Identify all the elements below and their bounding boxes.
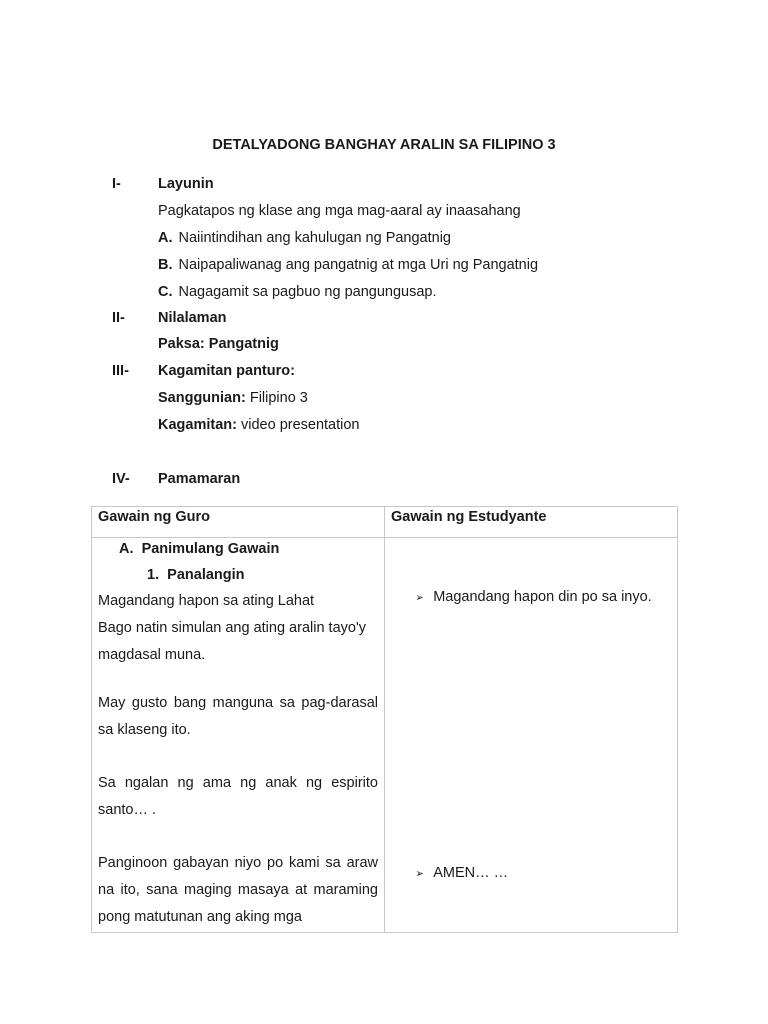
response-2-text: AMEN… … [433, 865, 509, 881]
kagamitan-value: video presentation [236, 417, 360, 433]
guro-paragraph-3: Sa ngalan ng ama ng anak ng espirito santo… . [98, 775, 378, 818]
section-3-heading: Kagamitan panturo: [158, 363, 295, 379]
guro-paragraph-4: Panginoon gabayan niyo po kami sa araw na ito, sana maging masaya at maraming pong matutunan ang aking mga [98, 855, 378, 925]
part-a-heading [119, 540, 279, 558]
response-1 [415, 588, 652, 607]
guro-line-2: Bago natin simulan ang ating aralin tayo'y [98, 620, 366, 636]
part-a-letter: A. [119, 541, 134, 557]
objective-b-text: Naipapaliwanag ang pangatnig at mga Uri ng Pangatnig [178, 257, 539, 273]
section-4-heading: Pamamaran [158, 471, 241, 487]
objective-c [158, 283, 436, 301]
sanggunian-value: Filipino 3 [245, 390, 308, 406]
section-2-number: II- [112, 310, 125, 326]
section-2-heading: Nilalaman [158, 310, 227, 326]
section-4-number: IV- [112, 471, 130, 487]
arrow-bullet-icon: ➢ [415, 592, 424, 604]
objective-a [158, 229, 451, 247]
estudyante-cell [385, 538, 678, 933]
response-1-text: Magandang hapon din po sa inyo. [433, 589, 652, 605]
section-2-paksa: Paksa: Pangatnig [158, 336, 279, 352]
kagamitan-line [158, 416, 360, 434]
guro-cell [92, 538, 385, 933]
objective-b-letter: B. [158, 257, 173, 273]
objective-c-letter: C. [158, 284, 173, 300]
section-3-number: III- [112, 363, 129, 379]
sanggunian-line [158, 389, 308, 407]
arrow-bullet-icon: ➢ [415, 868, 424, 880]
header-guro: Gawain ng Guro [92, 507, 385, 538]
objective-b [158, 256, 538, 274]
section-1-number: I- [112, 176, 121, 192]
sanggunian-label: Sanggunian: [158, 390, 246, 406]
part-a-title: Panimulang Gawain [141, 541, 280, 557]
guro-paragraph-2: May gusto bang manguna sa pag-darasal sa klaseng ito. [98, 695, 378, 738]
objective-a-text: Naiintindihan ang kahulugan ng Pangatnig [178, 230, 451, 246]
response-2 [415, 864, 508, 883]
step-1-number: 1. [147, 567, 160, 583]
header-estudyante: Gawain ng Estudyante [385, 507, 678, 538]
guro-line-1: Magandang hapon sa ating Lahat [98, 593, 315, 609]
objective-c-text: Nagagamit sa pagbuo ng pangungusap. [178, 284, 437, 300]
document-title: DETALYADONG BANGHAY ARALIN SA FILIPINO 3 [212, 137, 556, 153]
step-1-title: Panalangin [167, 567, 245, 583]
table-header-row [92, 507, 678, 538]
table-row [92, 538, 678, 933]
section-1-intro: Pagkatapos ng klase ang mga mag-aaral ay inaasahang [158, 203, 521, 219]
step-1-heading [147, 566, 245, 584]
kagamitan-label: Kagamitan: [158, 417, 237, 433]
objective-a-letter: A. [158, 230, 173, 246]
guro-line-3: magdasal muna. [98, 647, 206, 663]
section-1-heading: Layunin [158, 176, 214, 192]
lesson-table [91, 506, 678, 933]
